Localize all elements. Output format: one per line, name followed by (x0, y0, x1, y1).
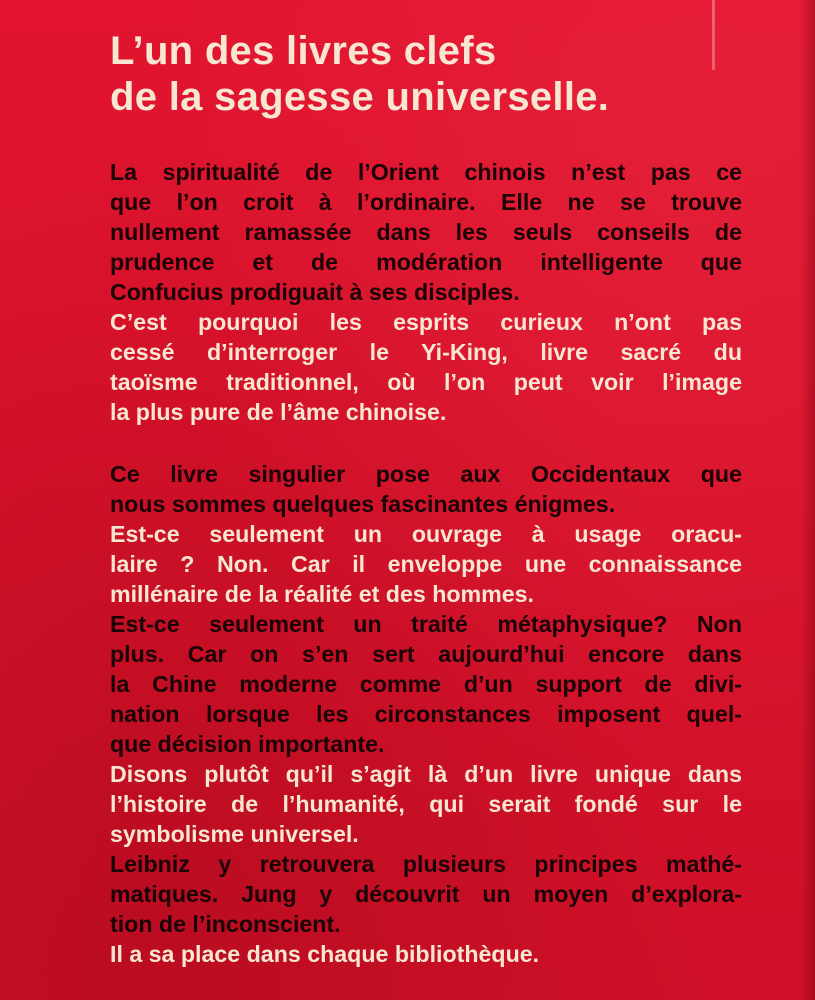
text-line: taoïsme traditionnel, où l’on peut voir l’image (110, 369, 742, 395)
headline-line-2: de la sagesse universelle. (110, 75, 610, 119)
paragraph-7 (110, 759, 742, 849)
text-line: Il a sa place dans chaque bibliothèque. (110, 941, 540, 967)
text-line: Disons plutôt qu’il s’agit là d’un livre unique dans (110, 761, 742, 787)
cover-edge-shadow (801, 0, 815, 1000)
paragraph-spacer (110, 427, 742, 459)
text-line: la plus pure de l’âme chinoise. (110, 399, 447, 425)
paragraph-2 (110, 307, 742, 427)
text-line: millénaire de la réalité et des hommes. (110, 581, 534, 607)
text-line: Leibniz y retrouvera plusieurs principes mathé- (110, 851, 742, 877)
text-line: Ce livre singulier pose aux Occidentaux que (110, 461, 742, 487)
text-line: nous sommes quelques fascinantes énigmes. (110, 491, 616, 517)
text-line: plus. Car on s’en sert aujourd’hui encore dans (110, 641, 742, 667)
text-line: laire ? Non. Car il enveloppe une connaissance (110, 551, 742, 577)
text-line: symbolisme universel. (110, 821, 359, 847)
text-line: cessé d’interroger le Yi-King, livre sacré du (110, 339, 742, 365)
text-line: Est-ce seulement un ouvrage à usage oracu- (110, 521, 742, 547)
paragraph-5 (110, 519, 742, 609)
text-line: prudence et de modération intelligente que (110, 249, 742, 275)
text-line: La spiritualité de l’Orient chinois n’est pas ce (110, 159, 742, 185)
text-line: l’histoire de l’humanité, qui serait fondé sur le (110, 791, 742, 817)
text-line: nullement ramassée dans les seuls conseils de (110, 219, 742, 245)
paragraph-6 (110, 609, 742, 759)
text-line: tion de l’inconscient. (110, 911, 341, 937)
text-line: que l’on croit à l’ordinaire. Elle ne se trouve (110, 189, 742, 215)
paragraph-1 (110, 157, 742, 307)
text-line: la Chine moderne comme d’un support de divi- (110, 671, 742, 697)
text-line: que décision importante. (110, 731, 385, 757)
text-line: C’est pourquoi les esprits curieux n’ont pas (110, 309, 742, 335)
text-line: matiques. Jung y découvrit un moyen d’explora- (110, 881, 742, 907)
paragraph-8 (110, 849, 742, 939)
paragraph-4 (110, 459, 742, 519)
text-line: Est-ce seulement un traité métaphysique? Non (110, 611, 742, 637)
text-line: nation lorsque les circonstances imposent quel- (110, 701, 742, 727)
headline (110, 28, 800, 120)
text-line: Confucius prodiguait à ses disciples. (110, 279, 520, 305)
paragraph-9 (110, 939, 742, 969)
headline-line-1: L’un des livres clefs (110, 29, 497, 73)
blurb-text (110, 157, 742, 969)
